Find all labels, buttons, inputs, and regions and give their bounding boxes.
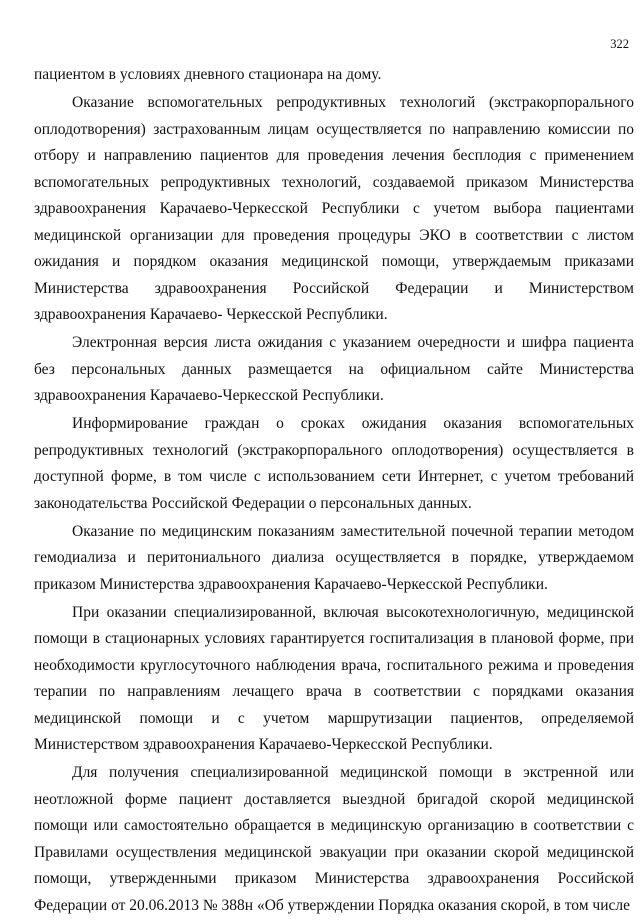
paragraph-emergency-specialized-care: Для получения специализированной медицинской помощи в экстренной или неотложной форме пациент доставляется выездной бригадой скорой медицинской помощи или самостоятельно обращается в медицинскую организацию в соответствии с Правилами осуществления медицинской эвакуации при оказании скорой медицинской помощи, утвержденными приказом Министерства здравоохранения Российской Федерации от 20.06.2013 № 388н «Об утверждении Порядка оказания скорой, в том числе [34,764,634,914]
page-number: 322 [610,37,629,51]
paragraph-renal-therapy: Оказание по медицинским показаниям заместительной почечной терапии методом гемодиализа и перитониального диализа осуществляется в порядке, утверждаемом приказом Министерства здравоохранения Карачаево-Черкесской Республики. [34,522,634,593]
document-body [34,62,634,921]
paragraph-waiting-list-electronic: Электронная версия листа ожидания с указанием очередности и шифра пациента без персональных данных размещается на официальном сайте Министерства здравоохранения Карачаево-Черкесской Республики. [34,334,634,404]
paragraph-citizen-information: Информирование граждан о сроках ожидания оказания вспомогательных репродуктивных технологий (экстракорпорального оплодотворения) осуществляется в доступной форме, в том числе с использованием сети Интернет, с учетом требований законодательства Российской Федерации о персональных данных. [34,415,634,512]
paragraph-continuation: пациентом в условиях дневного стационара на дому. [34,66,382,83]
paragraph-specialized-inpatient-care: При оказании специализированной, включая высокотехнологичную, медицинской помощи в стационарных условиях гарантируется госпитализация в плановой форме, при необходимости круглосуточного наблюдения врача, госпитального режима и проведения терапии по направлениям лечащего врача в соответствии с порядками оказания медицинской помощи и с учетом маршрутизации пациентов, определяемой Министерством здравоохранения Карачаево-Черкесской Республики. [34,603,634,753]
paragraph-eco-assisted-reproduction: Оказание вспомогательных репродуктивных технологий (экстракорпорального оплодотворения) застрахованным лицам осуществляется по направлению комиссии по отбору и направлению пациентов для проведения лечения бесплодия с применением вспомогательных репродуктивных технологий, создаваемой приказом Министерства здравоохранения Карачаево-Черкесской Республики с учетом выбора пациентами медицинской организации для проведения процедуры ЭКО в соответствии с листом ожидания и порядком оказания медицинской помощи, утверждаемым приказами Министерства здравоохранения Российской Федерации и Министерством здравоохранения Карачаево- Черкесской Республики. [34,94,634,323]
